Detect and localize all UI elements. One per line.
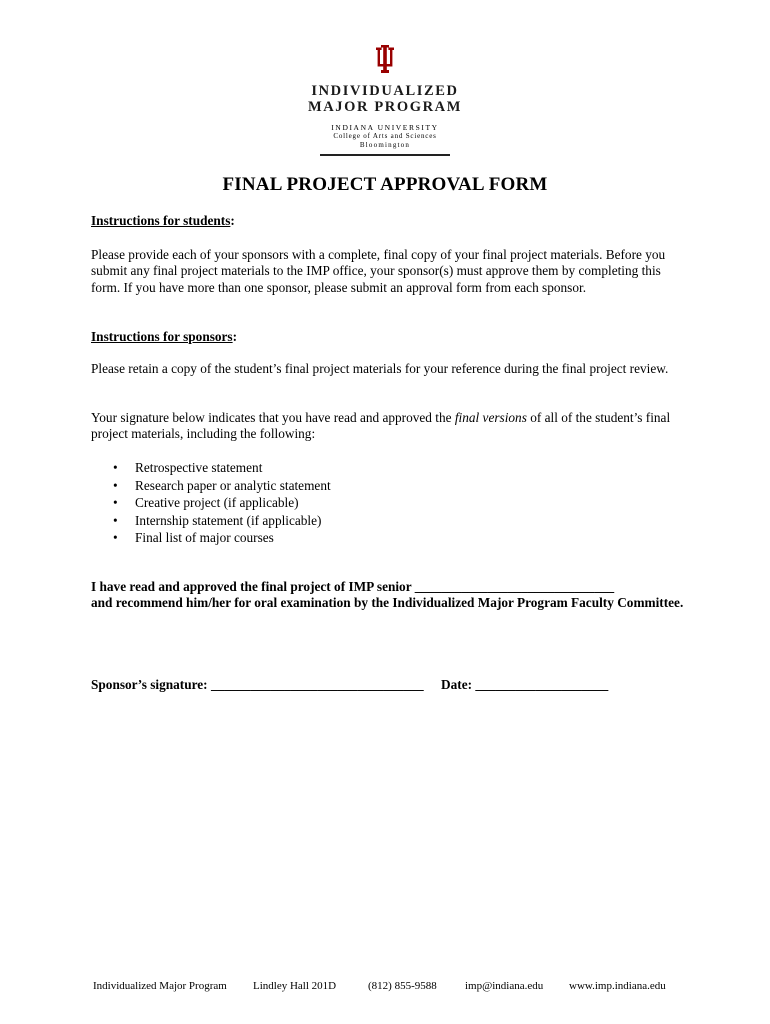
sponsors-instructions-2 [91,410,681,443]
materials-list [113,459,331,547]
bullet-icon: • [113,477,118,493]
iu-trident-icon [374,45,396,73]
footer-address: Lindley Hall 201D [253,980,337,992]
imp-logo [300,45,470,156]
logo-college: College of Arts and Sciences [333,132,437,140]
bullet-icon: • [113,512,118,528]
list-item [113,459,331,477]
list-item-text: Retrospective statement [135,460,263,475]
signature-row [91,677,608,693]
sponsor-signature-field[interactable]: ________________________________ [210,677,424,692]
list-item [113,477,331,495]
students-heading [91,213,681,229]
footer-email[interactable]: imp@indiana.edu [465,980,544,992]
list-item-text: Research paper or analytic statement [135,477,331,493]
sponsors-text-before: Your signature below indicates that you have read and approved the [91,410,455,425]
sponsors-heading-colon: : [232,329,238,344]
students-instructions: Please provide each of your sponsors with a complete, final copy of your final project materials. Before you submit any final project materials to the IMP office, your sponsor(s) must approve them by completing this form. If you have more than one sponsor, please submit an approval form from each sponsor. [91,247,666,295]
list-item-text: Internship statement (if applicable) [135,512,322,528]
approval-statement [91,579,691,612]
sponsors-heading-text: Instructions for sponsors [91,329,233,344]
bullet-icon: • [113,460,118,475]
students-heading-colon: : [230,213,235,228]
sponsors-heading [91,329,681,345]
list-item [113,494,331,512]
approval-statement-line-1[interactable]: I have read and approved the final project of IMP senior ______________________________ [91,579,615,594]
footer-phone: (812) 855-9588 [368,980,437,992]
page-title: FINAL PROJECT APPROVAL FORM [222,174,548,195]
sponsors-text-after: of all of the student’s final project materials, including the following: [91,410,671,442]
footer-website[interactable]: www.imp.indiana.edu [569,980,666,992]
footer-program: Individualized Major Program [93,980,227,992]
bullet-icon: • [113,495,118,510]
logo-line-2: MAJOR PROGRAM [307,99,463,115]
list-item [113,512,331,530]
logo-university: INDIANA UNIVERSITY [331,123,439,132]
logo-divider [320,154,450,156]
approval-statement-line-2: and recommend him/her for oral examination by the Individualized Major Program Faculty Committee. [91,595,684,611]
list-item-text: Creative project (if applicable) [135,495,299,510]
list-item-text: Final list of major courses [135,530,274,545]
sponsors-instructions-1: Please retain a copy of the student’s final project materials for your reference during the final project review. [91,361,669,376]
sponsor-signature-label: Sponsor’s signature: [91,677,208,692]
date-label: Date: [441,677,473,692]
date-field[interactable]: ____________________ [475,677,609,692]
logo-campus: Bloomington [359,141,411,149]
list-item [113,529,331,547]
logo-line-1: INDIVIDUALIZED [311,83,459,99]
sponsors-text-italic: final versions [454,410,527,425]
students-heading-text: Instructions for students [91,213,231,228]
bullet-icon: • [113,530,118,545]
